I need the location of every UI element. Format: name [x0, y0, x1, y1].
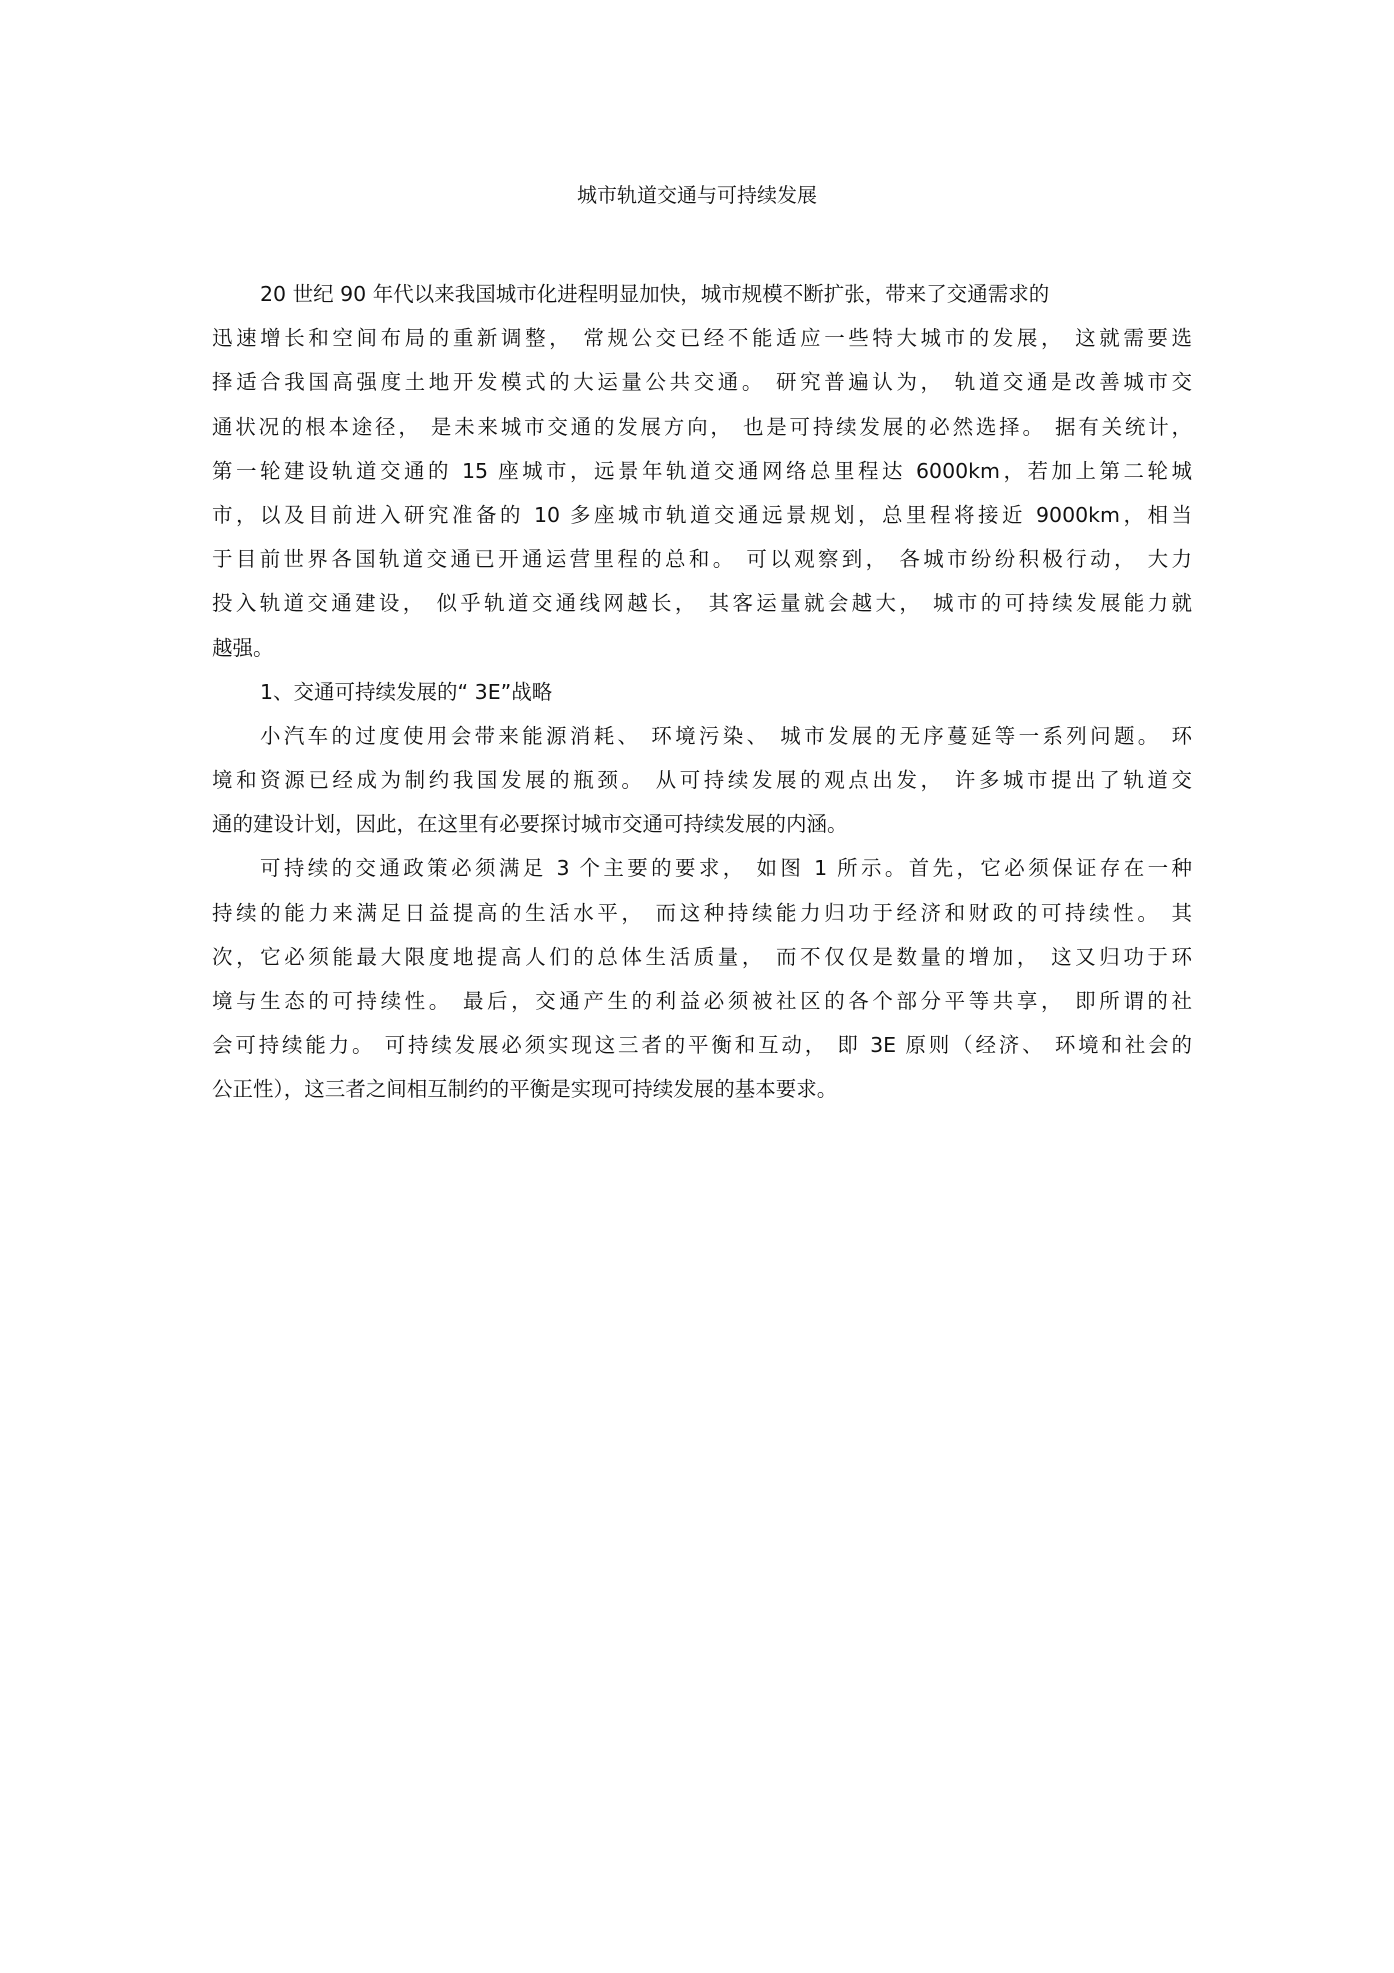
section-heading: 1、交通可持续发展的“ 3E”战略: [260, 679, 553, 704]
body-line: 次，它必须能最大限度地提高人们的总体生活质量， 而不仅仅是数量的增加， 这又归功于环: [212, 944, 1192, 969]
document-title: 城市轨道交通与可持续发展: [577, 183, 817, 207]
body-line: 可持续的交通政策必须满足 3 个主要的要求， 如图 1 所示。首先，它必须保证存在一种: [260, 856, 1192, 881]
body-line: 通的建设计划，因此，在这里有必要探讨城市交通可持续发展的内涵。: [212, 812, 848, 837]
body-line: 会可持续能力。 可持续发展必须实现这三者的平衡和互动， 即 3E 原则（经济、 环境和社会的: [212, 1033, 1192, 1058]
body-line: 小汽车的过度使用会带来能源消耗、 环境污染、 城市发展的无序蔓延等一系列问题。 环: [260, 723, 1192, 748]
body-line: 通状况的根本途径， 是未来城市交通的发展方向， 也是可持续发展的必然选择。 据有关统计，: [212, 414, 1192, 439]
body-line: 择适合我国高强度土地开发模式的大运量公共交通。 研究普遍认为， 轨道交通是改善城市交: [212, 370, 1192, 395]
body-line: 于目前世界各国轨道交通已开通运营里程的总和。 可以观察到， 各城市纷纷积极行动， 大力: [212, 547, 1192, 572]
body-line: 第一轮建设轨道交通的 15 座城市，远景年轨道交通网络总里程达 6000km，若加上第二轮城: [212, 458, 1192, 483]
body-line: 境和资源已经成为制约我国发展的瓶颈。 从可持续发展的观点出发， 许多城市提出了轨道交: [212, 768, 1192, 793]
body-line: 境与生态的可持续性。 最后，交通产生的利益必须被社区的各个部分平等共享， 即所谓的社: [212, 989, 1192, 1013]
document-body: [212, 272, 1192, 1112]
body-line: 市，以及目前进入研究准备的 10 多座城市轨道交通远景规划，总里程将接近 9000km，相当: [212, 502, 1192, 527]
body-line: 投入轨道交通建设， 似乎轨道交通线网越长， 其客运量就会越大， 城市的可持续发展能力就: [212, 591, 1192, 616]
body-line: 越强。: [212, 635, 274, 660]
body-line: 持续的能力来满足日益提高的生活水平， 而这种持续能力归功于经济和财政的可持续性。 其: [212, 900, 1192, 925]
body-line: 20 世纪 90 年代以来我国城市化进程明显加快，城市规模不断扩张，带来了交通需求的: [260, 282, 1050, 306]
body-line: 公正性），这三者之间相互制约的平衡是实现可持续发展的基本要求。: [212, 1077, 838, 1102]
body-line: 迅速增长和空间布局的重新调整， 常规公交已经不能适应一些特大城市的发展， 这就需要选: [212, 326, 1192, 351]
